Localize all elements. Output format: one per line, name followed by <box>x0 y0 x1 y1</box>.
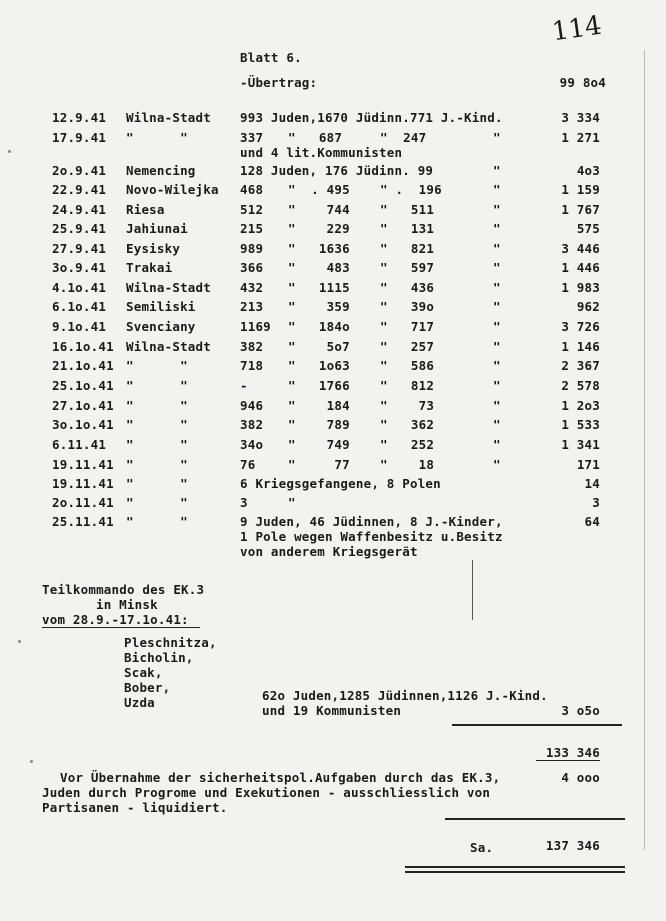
row-date: 17.9.41 <box>52 130 107 145</box>
row-col-4: " <box>493 339 501 354</box>
row-col-4: " <box>493 398 501 413</box>
row-text: 34o <box>240 437 264 452</box>
scan-mark <box>472 560 473 620</box>
row-date: 25.11.41 <box>52 514 114 529</box>
row-total: 4o3 <box>576 163 600 178</box>
row-date: 9.1o.41 <box>52 319 107 334</box>
row-text: 382 <box>240 339 264 354</box>
row-col-4: " <box>493 319 501 334</box>
row-col-2: " 1o63 <box>288 358 350 373</box>
subtotal-rule <box>452 724 622 726</box>
row-total: 962 <box>576 299 600 314</box>
row-place: Wilna-Stadt <box>126 110 211 125</box>
scan-speck <box>30 760 33 763</box>
row-place: " " <box>126 378 188 393</box>
row-total: 3 334 <box>561 110 600 125</box>
row-total: 2 367 <box>561 358 600 373</box>
minsk-text-1: 62o Juden,1285 Jüdinnen,1126 J.-Kind. <box>262 688 548 703</box>
row-col-3: " 73 <box>380 398 435 413</box>
row-col-2: " <box>288 495 296 510</box>
row-text: 337 <box>240 130 264 145</box>
row-total: 14 <box>584 476 600 491</box>
row-text: 1 Pole wegen Waffenbesitz u.Besitz <box>240 529 503 544</box>
row-place: " " <box>126 457 188 472</box>
row-col-4: " <box>493 241 501 256</box>
row-place: " " <box>126 398 188 413</box>
minsk-heading-2: in Minsk <box>96 597 158 612</box>
row-text: 946 <box>240 398 264 413</box>
row-date: 25.1o.41 <box>52 378 114 393</box>
row-place: Svenciany <box>126 319 196 334</box>
row-text: - <box>240 378 248 393</box>
row-text: 512 <box>240 202 264 217</box>
row-col-3: " 597 <box>380 260 435 275</box>
subtotal-value: 133 346 <box>545 745 600 760</box>
row-place: Novo-Wilejka <box>126 182 219 197</box>
row-date: 16.1o.41 <box>52 339 114 354</box>
row-col-4: " <box>493 437 501 452</box>
row-total: 3 446 <box>561 241 600 256</box>
row-col-3: " 511 <box>380 202 435 217</box>
row-date: 6.1o.41 <box>52 299 107 314</box>
scan-speck <box>18 640 21 643</box>
row-place: Eysisky <box>126 241 181 256</box>
row-col-3: " 257 <box>380 339 435 354</box>
row-text: 993 Juden,1670 Jüdinn.771 J.-Kind. <box>240 110 503 125</box>
sum-value: 137 346 <box>545 838 600 853</box>
minsk-place: Bober, <box>124 680 171 695</box>
row-total: 1 271 <box>561 130 600 145</box>
row-col-4: " <box>493 299 501 314</box>
row-col-3: " 131 <box>380 221 435 236</box>
row-date: 25.9.41 <box>52 221 107 236</box>
row-col-4: " <box>493 280 501 295</box>
row-col-2: " 483 <box>288 260 350 275</box>
note-line-2: Juden durch Progrome und Exekutionen - ausschliesslich von <box>42 785 491 800</box>
row-col-4: " <box>493 457 501 472</box>
sum-label: Sa. <box>470 840 494 855</box>
note-line-1: Vor Übernahme der sicherheitspol.Aufgaben durch das EK.3, <box>60 770 501 785</box>
row-text: 9 Juden, 46 Jüdinnen, 8 J.-Kinder, <box>240 514 503 529</box>
minsk-heading-3: vom 28.9.-17.1o.41: <box>42 612 189 627</box>
row-col-4: " <box>493 130 501 145</box>
row-total: 1 446 <box>561 260 600 275</box>
row-place: Semiliski <box>126 299 196 314</box>
row-col-4: " <box>493 260 501 275</box>
row-text: 128 Juden, 176 Jüdinn. 99 <box>240 163 434 178</box>
row-date: 2o.11.41 <box>52 495 114 510</box>
row-col-2: " 749 <box>288 437 350 452</box>
row-col-3: " . 196 <box>380 182 442 197</box>
row-col-3: " 252 <box>380 437 435 452</box>
row-col-2: " 1115 <box>288 280 350 295</box>
row-col-4: " <box>493 358 501 373</box>
minsk-text-2: und 19 Kommunisten <box>262 703 402 718</box>
row-col-4: " <box>493 221 501 236</box>
row-col-4: " <box>493 378 501 393</box>
row-text: 76 <box>240 457 256 472</box>
row-col-2: " 5o7 <box>288 339 350 354</box>
row-col-3: " 362 <box>380 417 435 432</box>
row-date: 12.9.41 <box>52 110 107 125</box>
minsk-heading-1: Teilkommando des EK.3 <box>42 582 205 597</box>
row-col-4: " <box>493 163 501 178</box>
row-total: 1 341 <box>561 437 600 452</box>
row-text: 215 <box>240 221 264 236</box>
row-date: 2o.9.41 <box>52 163 107 178</box>
row-place: Jahiunai <box>126 221 188 236</box>
row-place: " " <box>126 358 188 373</box>
row-place: Riesa <box>126 202 165 217</box>
row-date: 27.9.41 <box>52 241 107 256</box>
minsk-place: Pleschnitza, <box>124 635 217 650</box>
row-col-3: " 247 <box>380 130 427 145</box>
row-total: 1 146 <box>561 339 600 354</box>
row-date: 19.11.41 <box>52 476 114 491</box>
row-col-2: " 1636 <box>288 241 350 256</box>
row-total: 64 <box>584 514 600 529</box>
sum-rule <box>445 818 625 820</box>
minsk-total: 3 o5o <box>561 703 600 718</box>
row-text: 213 <box>240 299 264 314</box>
row-place: " " <box>126 130 188 145</box>
page-number: 114 <box>550 10 604 48</box>
row-col-4: " <box>493 182 501 197</box>
row-col-3: " 586 <box>380 358 435 373</box>
row-text: 468 <box>240 182 264 197</box>
row-col-2: " 687 <box>288 130 343 145</box>
row-text: 3 <box>240 495 248 510</box>
row-date: 3o.1o.41 <box>52 417 114 432</box>
minsk-place: Uzda <box>124 695 155 710</box>
row-col-3: " 18 <box>380 457 435 472</box>
row-total: 3 <box>592 495 600 510</box>
sheet-title: Blatt 6. <box>240 50 302 65</box>
row-col-2: " 744 <box>288 202 350 217</box>
row-total: 1 983 <box>561 280 600 295</box>
row-total: 171 <box>576 457 600 472</box>
row-text: 718 <box>240 358 264 373</box>
row-date: 19.11.41 <box>52 457 114 472</box>
row-col-3: " 436 <box>380 280 435 295</box>
row-total: 2 578 <box>561 378 600 393</box>
row-total: 1 767 <box>561 202 600 217</box>
row-col-3: " 717 <box>380 319 435 334</box>
row-text: 366 <box>240 260 264 275</box>
row-date: 22.9.41 <box>52 182 107 197</box>
row-col-2: " 229 <box>288 221 350 236</box>
row-text: 382 <box>240 417 264 432</box>
row-col-2: " 359 <box>288 299 350 314</box>
row-col-4: " <box>493 202 501 217</box>
row-text: 1169 <box>240 319 271 334</box>
carry-value: 99 8o4 <box>559 75 606 90</box>
row-date: 6.11.41 <box>52 437 107 452</box>
row-date: 4.1o.41 <box>52 280 107 295</box>
row-place: Trakai <box>126 260 173 275</box>
note-value: 4 ooo <box>561 770 600 785</box>
row-place: " " <box>126 417 188 432</box>
row-place: Nemencing <box>126 163 196 178</box>
row-date: 24.9.41 <box>52 202 107 217</box>
minsk-underline <box>42 627 200 628</box>
row-col-2: " 184 <box>288 398 350 413</box>
row-col-2: " 1766 <box>288 378 350 393</box>
row-col-3: " 812 <box>380 378 435 393</box>
row-place: " " <box>126 476 188 491</box>
scan-speck <box>8 150 11 153</box>
scan-edge <box>644 50 645 850</box>
subtotal-underline <box>536 760 600 761</box>
row-total: 575 <box>576 221 600 236</box>
row-col-2: " 789 <box>288 417 350 432</box>
note-line-3: Partisanen - liquidiert. <box>42 800 228 815</box>
row-text: 6 Kriegsgefangene, 8 Polen <box>240 476 441 491</box>
row-date: 21.1o.41 <box>52 358 114 373</box>
row-total: 3 726 <box>561 319 600 334</box>
minsk-place: Bicholin, <box>124 650 194 665</box>
row-col-4: " <box>493 417 501 432</box>
row-col-3: " 821 <box>380 241 435 256</box>
row-place: " " <box>126 437 188 452</box>
row-text: 432 <box>240 280 264 295</box>
row-place: Wilna-Stadt <box>126 280 211 295</box>
row-text: und 4 lit.Kommunisten <box>240 145 403 160</box>
row-total: 1 2o3 <box>561 398 600 413</box>
carry-label: -Übertrag: <box>240 75 318 90</box>
minsk-place: Scak, <box>124 665 163 680</box>
row-date: 3o.9.41 <box>52 260 107 275</box>
sum-double-rule <box>405 866 625 873</box>
row-text: von anderem Kriegsgerät <box>240 544 418 559</box>
row-col-3: " 39o <box>380 299 435 314</box>
row-date: 27.1o.41 <box>52 398 114 413</box>
row-text: 989 <box>240 241 264 256</box>
row-total: 1 533 <box>561 417 600 432</box>
row-place: Wilna-Stadt <box>126 339 211 354</box>
row-place: " " <box>126 495 188 510</box>
row-place: " " <box>126 514 188 529</box>
row-total: 1 159 <box>561 182 600 197</box>
row-col-2: " . 495 <box>288 182 350 197</box>
row-col-2: " 184o <box>288 319 350 334</box>
row-col-2: " 77 <box>288 457 350 472</box>
